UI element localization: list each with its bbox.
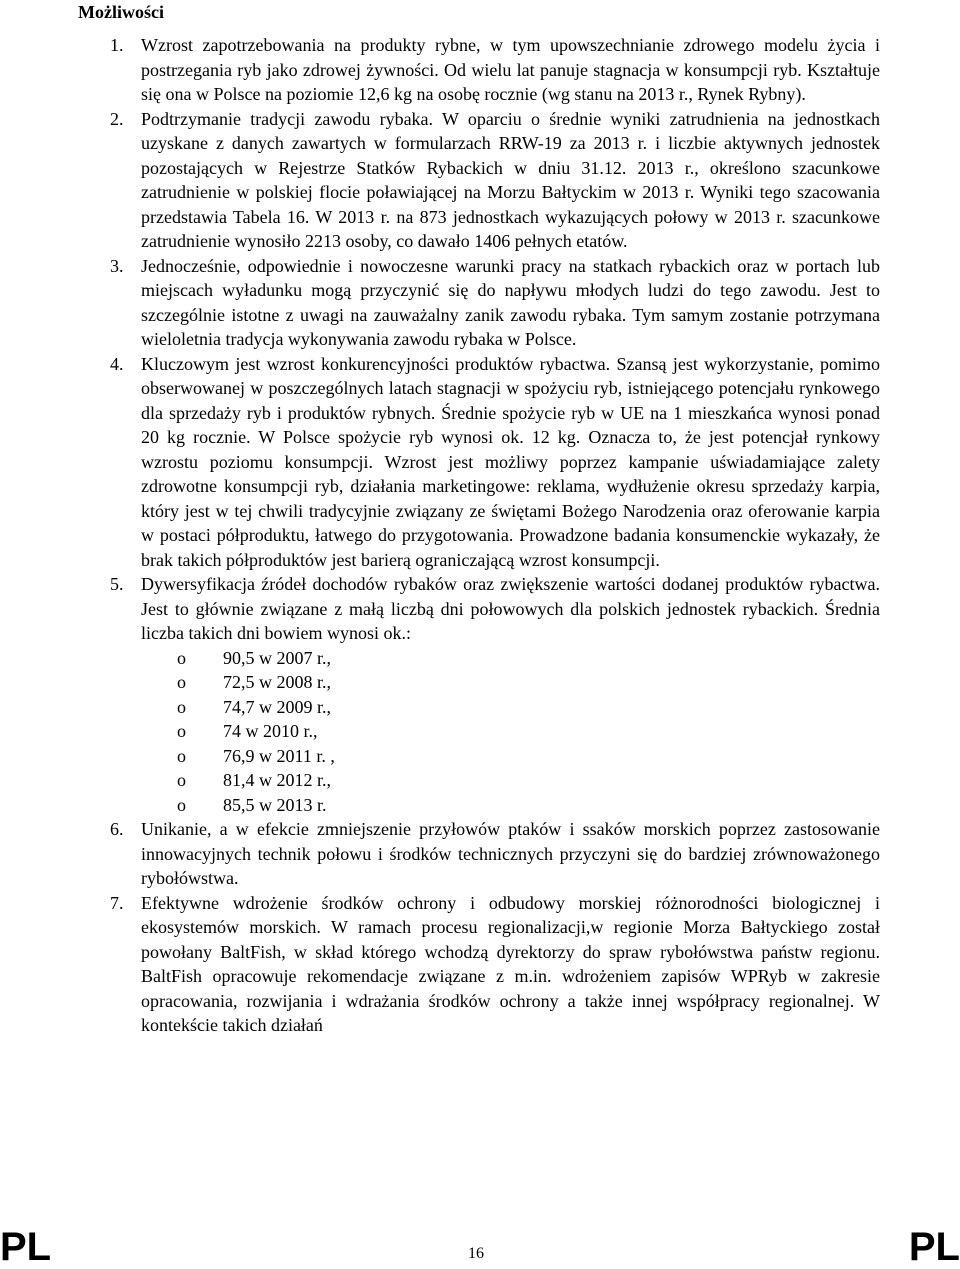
circle-bullet-icon: o: [177, 672, 186, 692]
list-item: [110, 107, 880, 254]
circle-bullet-icon: o: [177, 696, 186, 717]
circle-bullet-icon: o: [177, 647, 186, 668]
item-number: 4.: [110, 353, 124, 374]
item-number: 6.: [110, 819, 124, 839]
sub-item-text: 72,5 w 2008 r.,: [223, 672, 331, 692]
item-text: Efektywne wdrożenie środków ochrony i odbudowy morskiej różnorodności biologicznej i ekosystemów morskich. W ramach procesu regionalizacji,w regionie Morza Bałtyckiego został powołany BaltFish, w skład którego wchodzą dyrektorzy do spraw rybołówstwa państw regionu. BaltFish opracowuje rekomendacje związane z m.in. wdrożeniem zapisów WPRyb w zakresie opracowania, rozwijania i wdrażania środków ochrony a także innej współpracy regionalnej. W kontekście takich działań: [141, 892, 880, 1035]
list-item: [110, 254, 880, 352]
sub-list: [141, 646, 880, 818]
item-number: 2.: [110, 108, 124, 129]
list-item: [110, 891, 880, 1038]
sub-item-text: 90,5 w 2007 r.,: [223, 647, 331, 668]
circle-bullet-icon: o: [177, 794, 186, 815]
sub-list-item: [177, 744, 880, 769]
sub-item-text: 81,4 w 2012 r.,: [223, 770, 331, 790]
item-text: Wzrost zapotrzebowania na produkty rybne, w tym upowszechnianie zdrowego modelu życia i postrzegania ryb jako zdrowej żywności. Od wielu lat panuje stagnacja w konsumpcji ryb. Kształtuje się ona w Polsce na poziomie 12,6 kg na osobę rocznie (wg stanu na 2013 r., Rynek Rybny).: [141, 35, 880, 104]
list-item: [110, 817, 880, 891]
sub-list-item: [177, 695, 880, 720]
item-text: Unikanie, a w efekcie zmniejszenie przyłowów ptaków i ssaków morskich poprzez zastosowanie innowacyjnych technik połowu i środków technicznych przyczyni się do bardziej zrównoważonego rybołówstwa.: [141, 819, 880, 888]
opportunities-list: [110, 33, 880, 1038]
sub-list-item: [177, 646, 880, 671]
circle-bullet-icon: o: [177, 745, 186, 766]
section-heading: Możliwości: [78, 2, 164, 22]
circle-bullet-icon: o: [177, 770, 186, 790]
item-text: Podtrzymanie tradycji zawodu rybaka. W oparciu o średnie wyniki zatrudnienia na jednostkach uzyskane z danych zawartych w formularzach RRW-19 za 2013 r. i liczbie aktywnych jednostek pozostających w Rejestrze Statków Rybackich w dniu 31.12. 2013 r., określono szacunkowe zatrudnienie w polskiej flocie poławiającej na Morzu Bałtyckim w 2013 r. Wyniki tego szacowania przedstawia Tabela 16. W 2013 r. na 873 jednostkach wykazujących połowy w 2013 r. szacunkowe zatrudnienie wynosiło 2213 osoby, co dawało 1406 pełnych etatów.: [141, 108, 880, 251]
footer-language-code-left: PL: [0, 1225, 52, 1269]
sub-list-item: [177, 768, 880, 793]
sub-list-item: [177, 793, 880, 818]
circle-bullet-icon: o: [177, 721, 186, 741]
item-text: Jednocześnie, odpowiednie i nowoczesne warunki pracy na statkach rybackich oraz w portach lub miejscach wyładunku mogą przyczynić się do napływu młodych ludzi do tego zawodu. Jest to szczególnie istotne z uwagi na zauważalny zanik zawodu rybaka. Tym samym zostanie potrzymana wieloletnia tradycja wykonywania zawodu rybaka w Polsce.: [141, 255, 880, 349]
sub-item-text: 85,5 w 2013 r.: [223, 794, 327, 815]
item-text: Kluczowym jest wzrost konkurencyjności produktów rybactwa. Szansą jest wykorzystanie, pomimo obserwowanej w poszczególnych latach stagnacji w spożyciu ryb, istniejącego potencjału rynkowego dla sprzedaży ryb i produktów rybnych. Średnie spożycie ryb w UE na 1 mieszkańca wynosi ponad 20 kg rocznie. W Polsce spożycie ryb wynosi ok. 12 kg. Oznacza to, że jest potencjał rynkowy wzrostu poziomu konsumpcji. Wzrost jest możliwy poprzez kampanie uświadamiające zalety zdrowotne konsumpcji ryb, działania marketingowe: reklama, wydłużenie okresu sprzedaży karpia, który jest w tej chwili tradycyjnie związany ze świętami Bożego Narodzenia oraz oferowanie karpia w postaci półproduktu, łatwego do przygotowania. Prowadzone badania konsumenckie wykazały, że brak takich półproduktów jest barierą ograniczającą wzrost konsumpcji.: [141, 353, 880, 570]
sub-item-text: 76,9 w 2011 r. ,: [223, 745, 335, 766]
page-number: 16: [468, 1245, 484, 1262]
footer-language-code-right: PL: [908, 1225, 960, 1269]
item-number: 7.: [110, 892, 124, 913]
item-number: 3.: [110, 255, 124, 276]
sub-list-item: [177, 670, 880, 695]
sub-item-text: 74,7 w 2009 r.,: [223, 696, 331, 717]
list-item: [110, 572, 880, 817]
list-item: [110, 33, 880, 107]
item-number: 1.: [110, 35, 124, 55]
list-item: [110, 352, 880, 573]
content-body: [110, 33, 880, 1038]
sub-item-text: 74 w 2010 r.,: [223, 721, 318, 741]
sub-list-item: [177, 719, 880, 744]
item-text: Dywersyfikacja źródeł dochodów rybaków oraz zwiększenie wartości dodanej produktów rybactwa. Jest to głównie związane z małą liczbą dni połowowych dla polskich jednostek rybackich. Średnia liczba takich dni bowiem wynosi ok.:: [141, 574, 880, 643]
item-number: 5.: [110, 574, 124, 594]
